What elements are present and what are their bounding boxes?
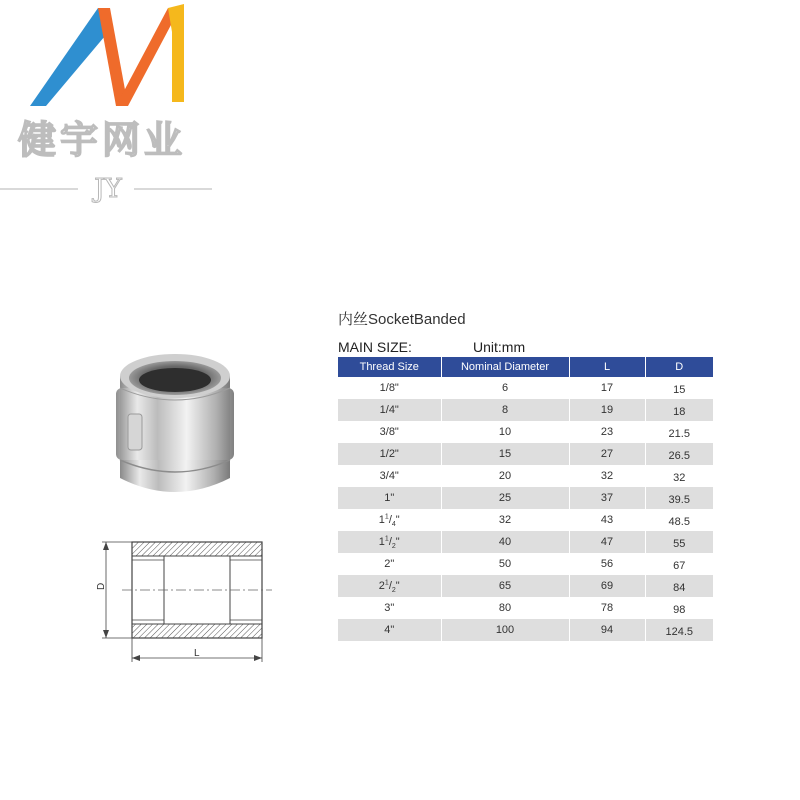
cell-d: 39.5 [645, 487, 713, 509]
cell-nominal-diameter: 20 [441, 465, 569, 487]
cell-d: 26.5 [645, 443, 713, 465]
cell-nominal-diameter: 8 [441, 399, 569, 421]
cell-l: 43 [569, 509, 645, 531]
table-row [338, 575, 713, 597]
cell-d: 67 [645, 553, 713, 575]
table-row [338, 421, 713, 443]
cell-nominal-diameter: 15 [441, 443, 569, 465]
cell-nominal-diameter: 40 [441, 531, 569, 553]
cell-thread-size: 1/2" [338, 443, 441, 465]
cell-nominal-diameter: 80 [441, 597, 569, 619]
col-header-nominal-diameter: Nominal Diameter [441, 357, 569, 377]
table-row [338, 553, 713, 575]
table-row [338, 509, 713, 531]
cell-d: 84 [645, 575, 713, 597]
cell-l: 17 [569, 377, 645, 399]
cell-thread-size: 1" [338, 487, 441, 509]
table-row [338, 531, 713, 553]
col-header-l: L [569, 357, 645, 377]
table-row [338, 377, 713, 399]
table-body [338, 377, 713, 641]
brand-short-name: JY [94, 174, 122, 204]
cell-nominal-diameter: 25 [441, 487, 569, 509]
spec-table [338, 357, 713, 641]
logo-orange-stroke [98, 8, 128, 106]
table-row [338, 399, 713, 421]
product-photo [100, 348, 250, 500]
brand-logo-mark [28, 2, 188, 110]
cell-thread-size: 2" [338, 553, 441, 575]
cell-nominal-diameter: 6 [441, 377, 569, 399]
cell-l: 27 [569, 443, 645, 465]
table-row [338, 619, 713, 641]
cell-d: 124.5 [645, 619, 713, 641]
cell-d: 15 [645, 377, 713, 399]
cell-l: 32 [569, 465, 645, 487]
cell-d: 21.5 [645, 421, 713, 443]
col-header-d: D [645, 357, 713, 377]
brand-chinese-name: 健宇网业 [18, 117, 187, 162]
cell-l: 37 [569, 487, 645, 509]
cell-l: 78 [569, 597, 645, 619]
cell-thread-size: 1/8" [338, 377, 441, 399]
cell-nominal-diameter: 100 [441, 619, 569, 641]
cell-l: 94 [569, 619, 645, 641]
product-title: 内丝SocketBanded [338, 311, 466, 328]
dimension-label-d: D [96, 582, 107, 590]
col-header-thread-size: Thread Size [338, 357, 441, 377]
cell-thread-size: 4" [338, 619, 441, 641]
table-row [338, 597, 713, 619]
logo-yellow-stroke [168, 4, 184, 102]
logo-orange-stroke-2 [116, 8, 180, 106]
cell-l: 19 [569, 399, 645, 421]
cell-thread-size: 3" [338, 597, 441, 619]
cell-l: 23 [569, 421, 645, 443]
cell-nominal-diameter: 32 [441, 509, 569, 531]
cell-thread-size: 3/8" [338, 421, 441, 443]
cell-d: 55 [645, 531, 713, 553]
cell-nominal-diameter: 65 [441, 575, 569, 597]
cell-l: 69 [569, 575, 645, 597]
cell-d: 48.5 [645, 509, 713, 531]
unit-label: Unit:mm [473, 339, 526, 355]
logo-divider-left [0, 188, 78, 190]
cell-nominal-diameter: 50 [441, 553, 569, 575]
cell-thread-size: $1^1/_4$" [338, 509, 441, 531]
logo-blue-stroke [30, 8, 110, 106]
table-row [338, 487, 713, 509]
dimension-label-l: L [194, 648, 200, 659]
cell-d: 32 [645, 465, 713, 487]
cell-thread-size: $1^1/_2$" [338, 531, 441, 553]
cell-nominal-diameter: 10 [441, 421, 569, 443]
cell-thread-size: 3/4" [338, 465, 441, 487]
logo-divider-right [134, 188, 212, 190]
cell-l: 47 [569, 531, 645, 553]
cell-thread-size: $2^1/_2$" [338, 575, 441, 597]
cell-thread-size: 1/4" [338, 399, 441, 421]
table-row [338, 465, 713, 487]
cell-d: 18 [645, 399, 713, 421]
table-header-row [338, 357, 713, 377]
cell-l: 56 [569, 553, 645, 575]
technical-drawing [88, 530, 278, 670]
main-size-label: MAIN SIZE: [338, 339, 412, 355]
table-row [338, 443, 713, 465]
cell-d: 98 [645, 597, 713, 619]
